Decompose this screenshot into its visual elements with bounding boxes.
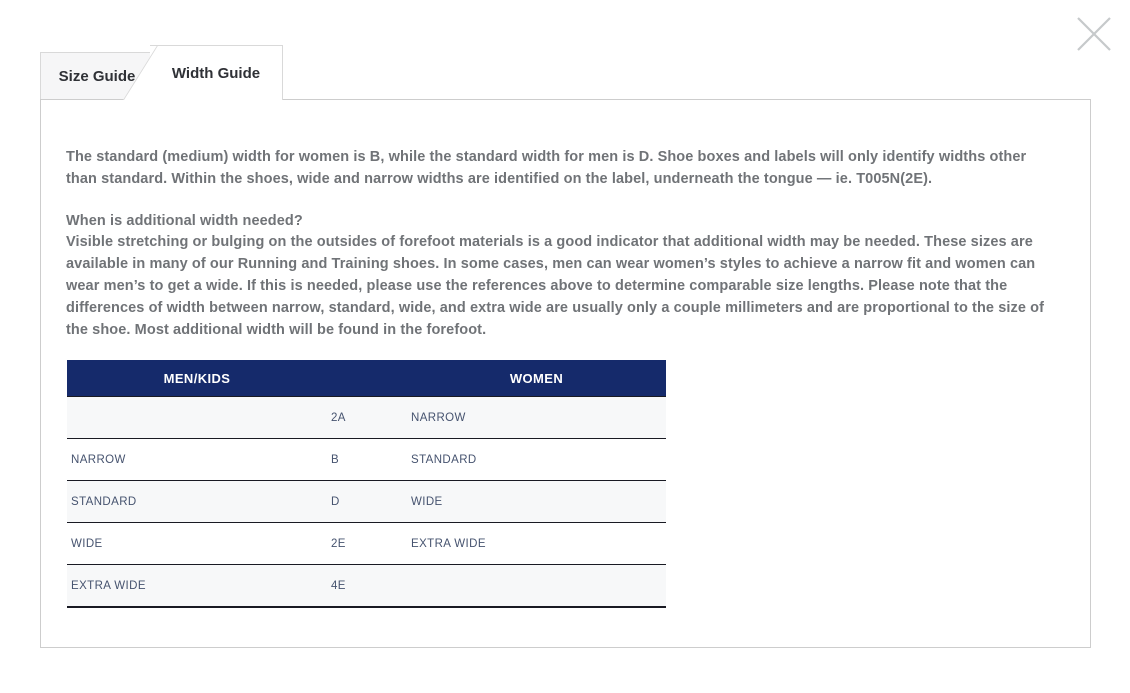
cell-men-kids	[67, 397, 327, 439]
width-guide-panel	[40, 99, 1091, 648]
intro-paragraph: The standard (medium) width for women is B, while the standard width for men is D. Shoe boxes and labels will only identify widths other than standard. Within the shoes, wide and narrow widths are identified on the label, underneath the tongue — ie. T005N(2E).	[66, 149, 1027, 187]
cell-women: EXTRA WIDE	[407, 523, 666, 565]
cell-men-kids: NARROW	[67, 439, 327, 481]
header-width-code	[327, 360, 407, 397]
cell-men-kids: EXTRA WIDE	[67, 565, 327, 608]
table-header-row	[67, 360, 666, 397]
table-row	[67, 565, 666, 608]
cell-women: STANDARD	[407, 439, 666, 481]
tab-size-guide-label: Size Guide	[58, 67, 136, 85]
additional-width-block	[66, 211, 1056, 342]
tab-width-guide-label: Width Guide	[171, 64, 261, 82]
cell-width-code: 2E	[327, 523, 407, 565]
table-row	[67, 523, 666, 565]
tab-width-guide[interactable]	[150, 45, 283, 100]
question-heading: When is additional width needed?	[66, 212, 303, 229]
cell-width-code: B	[327, 439, 407, 481]
table-row	[67, 439, 666, 481]
cell-width-code: 4E	[327, 565, 407, 608]
cell-women: NARROW	[407, 397, 666, 439]
close-button[interactable]	[1072, 12, 1116, 56]
cell-women	[407, 565, 666, 608]
cell-women: WIDE	[407, 481, 666, 523]
header-men-kids: MEN/KIDS	[67, 360, 327, 397]
explanation-paragraph: Visible stretching or bulging on the outsides of forefoot materials is a good indicator that additional width may be needed. These sizes are available in many of our Running and Training shoes. In some cases, men can wear women’s styles to achieve a narrow fit and women can wear men’s to get a wide. If this is needed, please use the references above to determine comparable size lengths. Please note that the differences of width between narrow, standard, wide, and extra wide are usually only a couple millimeters and are proportional to the size of the shoe. Most additional width will be found in the forefoot.	[66, 234, 1045, 338]
width-guide-content	[41, 100, 1090, 608]
cell-width-code: D	[327, 481, 407, 523]
cell-men-kids: STANDARD	[67, 481, 327, 523]
width-comparison-table	[67, 360, 666, 608]
cell-width-code: 2A	[327, 397, 407, 439]
cell-men-kids: WIDE	[67, 523, 327, 565]
table-row	[67, 397, 666, 439]
close-icon	[1075, 16, 1113, 52]
table-row	[67, 481, 666, 523]
header-women: WOMEN	[407, 360, 666, 397]
